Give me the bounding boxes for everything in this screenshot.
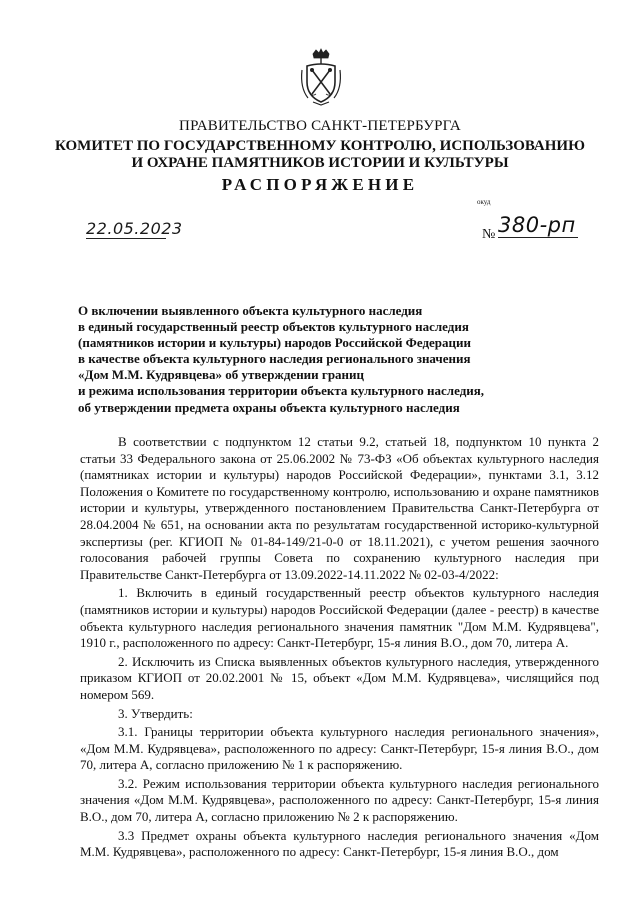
subject-line: «Дом М.М. Кудрявцева» об утверждении границ bbox=[78, 367, 365, 383]
subject-line: и режима использования территории объекта культурного наследия, bbox=[78, 383, 485, 399]
body-paragraph-item-3-1: 3.1. Границы территории объекта культурного наследия регионального значения», «Дом М.М. Кудрявцева», расположенного по адресу: Санкт-Петербург, 15-я линия В.О., дом 70, литера А, согласно приложению № 1 к распоряжению. bbox=[80, 724, 599, 773]
document-number-label: № bbox=[482, 227, 496, 242]
committee-name-line-1: КОМИТЕТ ПО ГОСУДАРСТВЕННОМУ КОНТРОЛЮ, ИСПОЛЬЗОВАНИЮ bbox=[55, 138, 585, 154]
committee-name-line-2: И ОХРАНЕ ПАМЯТНИКОВ ИСТОРИИ И КУЛЬТУРЫ bbox=[131, 155, 509, 171]
body-paragraph-item-2: 2. Исключить из Списка выявленных объектов культурного наследия, утвержденного приказом КГИОП от 20.02.2001 № 15, объект «Дом М.М. Кудрявцева», числящийся под номером 569. bbox=[80, 653, 599, 702]
subject-line: О включении выявленного объекта культурного наследия bbox=[78, 303, 423, 318]
coat-of-arms-emblem bbox=[298, 48, 344, 106]
document-body bbox=[80, 434, 599, 861]
body-paragraph-item-3-3: 3.3 Предмет охраны объекта культурного наследия регионального значения «Дом М.М. Кудрявцева», расположенного по адресу: Санкт-Петербург, 15-я линия В.О., дом bbox=[80, 827, 599, 860]
subject-line: об утверждении предмета охраны объекта культурного наследия bbox=[78, 399, 460, 415]
government-name: ПРАВИТЕЛЬСТВО САНКТ-ПЕТЕРБУРГА bbox=[179, 118, 461, 134]
subject-line: в качестве объекта культурного наследия регионального значения bbox=[78, 351, 471, 367]
subject-line: (памятников истории и культуры) народов Российской Федерации bbox=[78, 335, 471, 351]
subject-line: в единый государственный реестр объектов культурного наследия bbox=[78, 319, 469, 335]
body-paragraph-item-1: 1. Включить в единый государственный реестр объектов культурного наследия (памятников истории и культуры) народов Российской Федерации (далее - реестр) в качестве объекта культурного наследия регионального значения памятник "Дом М.М. Кудрявцева", 1910 г., расположенного по адресу: Санкт-Петербург, 15-я линия В.О., дом 70, литера А. bbox=[80, 585, 599, 651]
body-paragraph-preamble: В соответствии с подпунктом 12 статьи 9.2, статьей 18, подпунктом 10 пункта 2 статьи 33 Федерального закона от 25.06.2002 № 73-ФЗ «Об объектах культурного наследия (памятниках истории и культуры) народов Российской Федерации», пунктами 3.1, 3.12 Положения о Комитете по государственному контролю, использованию и охране памятников истории и культуры, утвержденного постановлением Правительства Санкт-Петербурга от 28.04.2004 № 651, на основании акта по результатам государственной историко-культурной экспертизы (рег. КГИОП № 01-84-149/21-0-0 от 18.11.2021), с учетом решения заочного голосования рабочей группы Совета по сохранению культурного наследия при Правительстве Санкт-Петербурга от 13.09.2022-14.11.2022 № 02-03-4/2022: bbox=[80, 434, 599, 582]
document-date: 22.05.2023 bbox=[86, 219, 183, 238]
document-subject bbox=[78, 303, 598, 416]
committee-name bbox=[0, 138, 640, 172]
okud-label: окуд bbox=[477, 198, 491, 206]
body-paragraph-item-3: 3. Утвердить: bbox=[118, 705, 193, 721]
body-paragraph-item-3-2: 3.2. Режим использования территории объекта культурного наследия регионального значения «Дом М.М. Кудрявцева», расположенного по адресу: Санкт-Петербург, 15-я линия В.О., дом 70, литера А, согласно приложению № 2 к распоряжению. bbox=[80, 775, 599, 825]
document-number: 380-рп bbox=[498, 213, 578, 238]
document-type-title: РАСПОРЯЖЕНИЕ bbox=[221, 175, 419, 194]
